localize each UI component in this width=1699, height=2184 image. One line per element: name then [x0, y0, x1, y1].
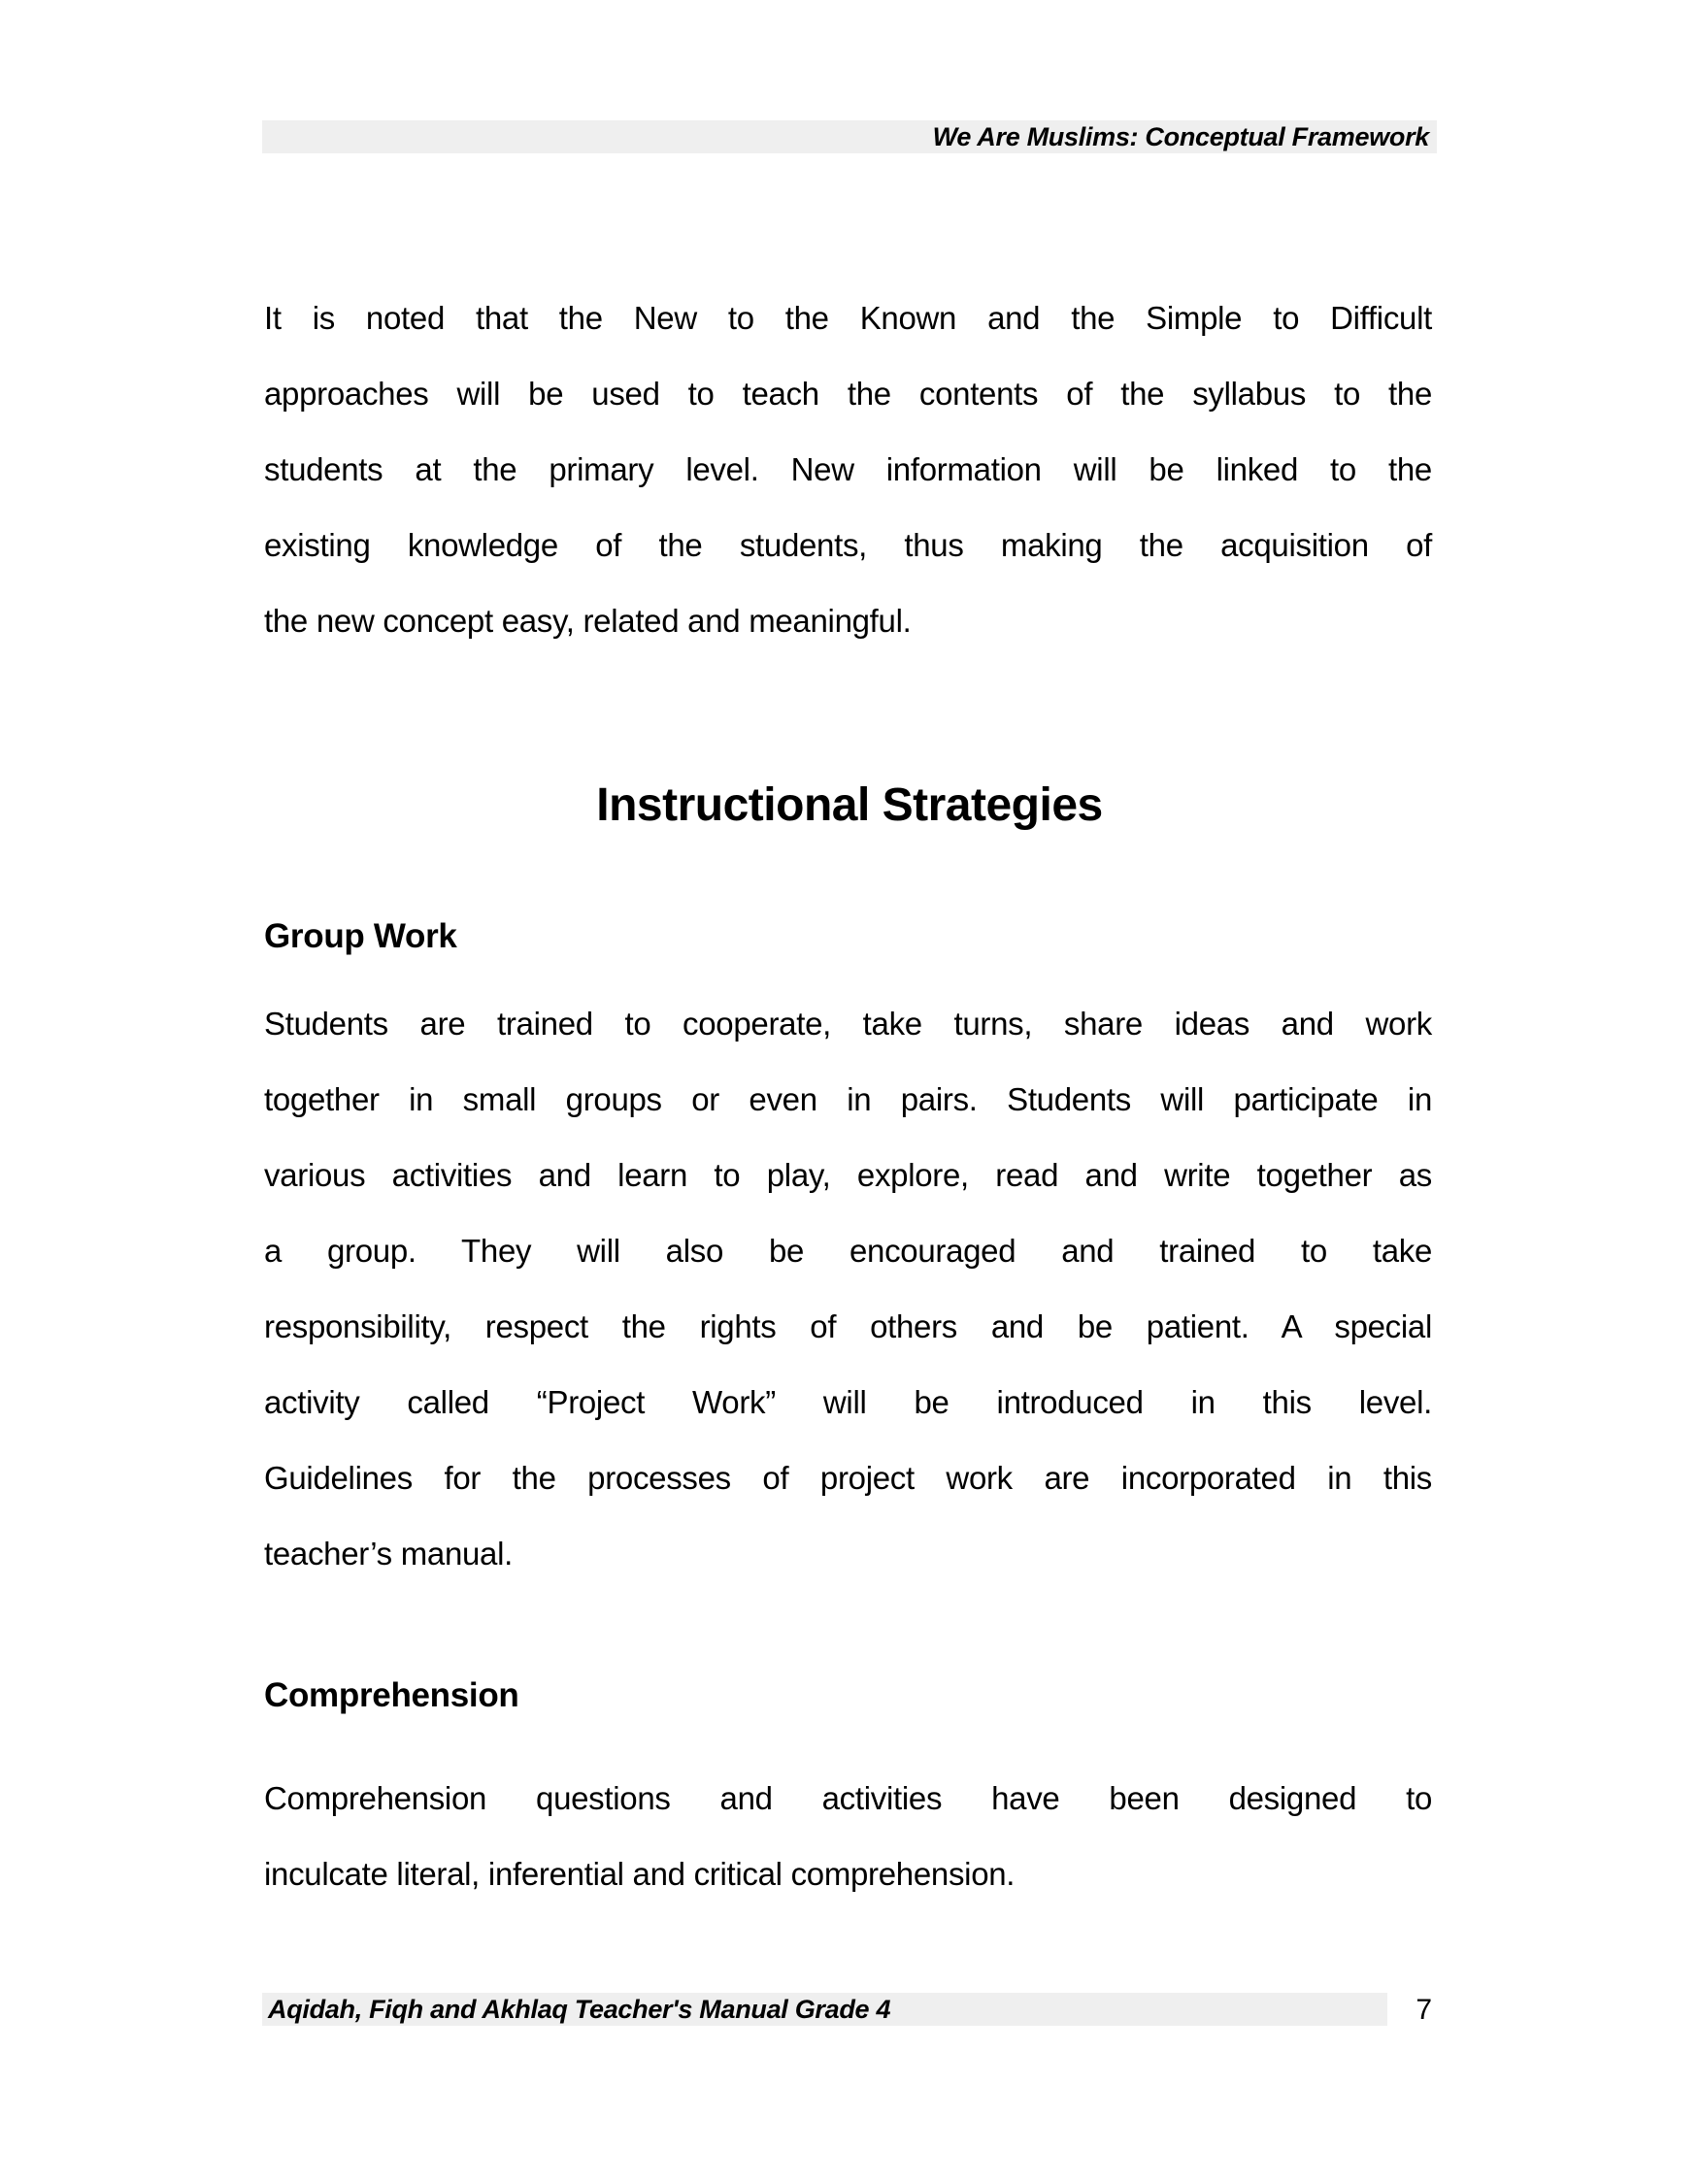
paragraph-line: Students are trained to cooperate, take turns, share ideas and work: [264, 1006, 1432, 1042]
comprehension-paragraph: [264, 1761, 1432, 1912]
footer-title: Aqidah, Fiqh and Akhlaq Teacher's Manual Grade 4: [268, 1994, 891, 2024]
section-title-instructional-strategies: Instructional Strategies: [596, 779, 1103, 831]
paragraph-line: students at the primary level. New information will be linked to the: [264, 451, 1432, 487]
subheading-group-work: Group Work: [264, 917, 457, 955]
paragraph-line: Comprehension questions and activities have been designed to: [264, 1780, 1432, 1816]
intro-paragraph: [264, 281, 1432, 659]
header-title: We Are Muslims: Conceptual Framework: [932, 121, 1429, 151]
paragraph-line: a group. They will also be encouraged and trained to take: [264, 1233, 1432, 1269]
paragraph-line: various activities and learn to play, explore, read and write together as: [264, 1157, 1432, 1193]
page-header-bar: [262, 120, 1437, 153]
paragraph-line: teacher’s manual.: [264, 1536, 513, 1572]
paragraph-line: existing knowledge of the students, thus making the acquisition of: [264, 527, 1432, 563]
group-work-paragraph: [264, 986, 1432, 1592]
paragraph-line: activity called “Project Work” will be introduced in this level.: [264, 1384, 1432, 1420]
paragraph-line: It is noted that the New to the Known and the Simple to Difficult: [264, 300, 1432, 336]
paragraph-line: inculcate literal, inferential and critical comprehension.: [264, 1856, 1016, 1892]
page-footer-bar: [262, 1993, 1387, 2026]
subheading-comprehension: Comprehension: [264, 1676, 519, 1714]
paragraph-line: responsibility, respect the rights of others and be patient. A special: [264, 1308, 1432, 1344]
paragraph-line: the new concept easy, related and meaningful.: [264, 603, 912, 639]
paragraph-line: approaches will be used to teach the contents of the syllabus to the: [264, 376, 1432, 412]
page-number: 7: [1416, 1994, 1432, 2026]
paragraph-line: Guidelines for the processes of project work are incorporated in this: [264, 1460, 1432, 1496]
paragraph-line: together in small groups or even in pairs. Students will participate in: [264, 1081, 1432, 1117]
